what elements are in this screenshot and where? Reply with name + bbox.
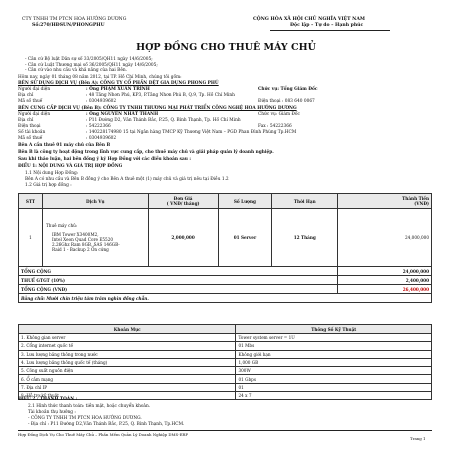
spec-table: [18, 324, 432, 400]
basis-line-2: - Căn cứ Luật Thương mại số 36/2005/QH11 ngày 14/6/2005;: [25, 62, 158, 68]
party-b-taxcode-label: Mã số thuế: [18, 136, 43, 141]
party-a-taxcode-label: Mã số thuế: [18, 99, 43, 104]
party-a-rep-title: Chức vụ: Tổng Giám Đốc: [258, 87, 318, 92]
row-amount: 24,000,000: [338, 209, 432, 267]
spec-value: Không giới hạn: [236, 350, 432, 358]
col-quantity: Số Lượng: [218, 194, 272, 209]
basis-line-3: - Căn cứ vào nhu cầu và khả năng của hai Bên.: [25, 68, 127, 73]
spec-item: 8. Hỗ trợ kỹ thuật: [19, 392, 236, 400]
total-value: 26,400,000: [338, 285, 432, 294]
table-row: [19, 350, 432, 358]
table-row: [19, 358, 432, 366]
footer-text: Hợp Đồng Dịch Vụ Cho Thuê Máy Chủ – Phần Mềm Quản Lý Doanh Nghiệp DMS-ERP: [18, 432, 188, 437]
table-row: [19, 367, 432, 375]
spec-value: 01 Gbps: [236, 375, 432, 383]
footer-rule: [18, 430, 432, 431]
page-number: Trang 1: [410, 436, 426, 441]
spec-value: 1,000 GB: [236, 358, 432, 366]
article-2-line-3: - CÔNG TY TNHH TM PTCN HOA HƯỚNG DƯƠNG.: [28, 416, 142, 421]
service-spec-1: IBM Tower X3400M2,: [51, 232, 99, 237]
party-b-taxcode-value: : 0304939602: [86, 136, 117, 141]
spec-value: Tower system server = 1U: [236, 334, 432, 342]
article-2-line-1: 2.1 Hình thức thanh toán: tiền mặt, hoặc chuyển khoản.: [28, 404, 151, 409]
party-a-address-label: Địa chỉ: [18, 93, 34, 98]
service-spec-2: Intel Xeon Quad Core E5520: [51, 237, 114, 242]
party-a-address-value: : 48 Tăng Nhơn Phú, KP3, P.Tăng Nhơn Phú B, Q.9, Tp. Hồ Chí Minh: [86, 93, 235, 98]
row-service: [42, 209, 148, 267]
spec-value: 01: [236, 383, 432, 391]
spec-value: 01 Mbs: [236, 342, 432, 350]
party-b-heading: BÊN CUNG CẤP DỊCH VỤ (Bên B): CÔNG TY TNHH THƯƠNG MẠI PHÁT TRIỂN CÔNG NGHỆ HOA HƯỚNG DƯƠNG: [18, 106, 297, 111]
col-service: Dịch Vụ: [42, 194, 148, 209]
service-title: Thuê máy chủ:: [45, 223, 78, 228]
col-stt: STT: [19, 194, 43, 209]
party-b-rep-title: Chức vụ: Giám Đốc: [258, 112, 300, 117]
vat-row: [19, 276, 432, 285]
total-label: TỔNG CỘNG (VNĐ): [19, 285, 338, 294]
party-b-address-label: Địa chỉ: [18, 118, 34, 123]
vat-label: THUẾ GTGT (10%): [19, 276, 338, 285]
subtotal-value: 24,000,000: [338, 267, 432, 276]
party-a-taxcode-value: : 0304939602: [86, 99, 117, 104]
motto-underline: [270, 30, 390, 31]
row-unit-price: 2,000,000: [148, 209, 218, 267]
row-term: 12 Tháng: [272, 209, 338, 267]
intro-line-2: Bên B là công ty hoạt động trong lĩnh vực cung cấp, cho thuê máy chủ và giải pháp quản lý doanh nghiệp.: [18, 150, 274, 155]
intro-line-1: Bên A cần thuê 01 máy chủ của Bên B: [18, 143, 111, 148]
nation-name: CỘNG HÒA XÃ HỘI CHỦ NGHĨA VIỆT NAM: [253, 17, 365, 22]
article-1-line-3: 1.2 Giá trị hợp đồng :: [25, 183, 72, 188]
subtotal-row: [19, 267, 432, 276]
price-table: [18, 193, 432, 303]
total-row: [19, 285, 432, 294]
spec-item: 5. Công suất nguồn điện: [19, 367, 236, 375]
table-row: [19, 209, 432, 267]
table-row: [19, 334, 432, 342]
spec-item: 4. Lưu lượng băng thông quốc tế (tháng): [19, 358, 236, 366]
spec-item: 3. Lưu lượng băng thông trong nước: [19, 350, 236, 358]
document-number: Số:270/HĐSUN/PHONGPHU: [32, 23, 105, 28]
party-a-heading: BÊN SỬ DỤNG DỊCH VỤ (Bên A): CÔNG TY CỔ PHẦN DỆT GIA DỤNG PHONG PHÚ: [18, 81, 219, 86]
party-b-address-value: : P11 Đường D2, Văn Thánh Bắc, P.25, Q. Bình Thạnh, Tp. Hồ Chí Minh: [86, 118, 241, 123]
subtotal-label: TỔNG CỘNG: [19, 267, 338, 276]
vat-value: 2,400,000: [338, 276, 432, 285]
table-row: [19, 383, 432, 391]
spec-item: 1. Không gian server: [19, 334, 236, 342]
basis-line-1: - Căn cứ Bộ luật Dân sự số 33/2005/QH11 ngày 14/6/2005;: [25, 57, 153, 62]
spec-table-header: [19, 325, 432, 334]
article-1-heading: ĐIỀU 1: NỘI DUNG VÀ GIÁ TRỊ HỢP ĐỒNG: [18, 164, 123, 169]
party-b-phone-label: Điện thoại: [18, 124, 41, 129]
spec-item: 6. Ổ cắm mạng: [19, 375, 236, 383]
party-b-rep-value: : Ông NGUYỄN NHẤT THANH: [86, 112, 159, 117]
amount-in-words-row: [19, 294, 432, 303]
today-line: Hôm nay, ngày 01 tháng 08 năm 2012, tại TP. Hồ Chí Minh, chúng tôi gồm:: [18, 74, 182, 80]
party-b-account-value: : 140228174980 15 tại Ngân hàng TMCP Kỹ Thương Việt Nam – PGD Phan Đình Phùng Tp.HCM: [86, 130, 297, 135]
party-a-rep-value: : Ông PHẠM XUÂN TRÌNH: [86, 87, 150, 92]
article-1-line-2: Bên A có nhu cầu và Bên B đồng ý cho Bên A thuê một (1) máy chủ và giá trị nêu tại Điều 1.2: [25, 177, 229, 182]
row-stt: 1: [19, 209, 43, 267]
nation-motto: Độc lập – Tự do – Hạnh phúc: [290, 23, 364, 28]
spec-col-value: Thông Số Kỹ Thuật: [236, 325, 432, 334]
intro-line-3: Sau khi thảo luận, hai bên đồng ý ký Hợp Đồng với các điều khoản sau :: [18, 157, 191, 162]
col-amount: Thành Tiền (VNĐ): [338, 194, 432, 209]
spec-col-item: Khoản Mục: [19, 325, 236, 334]
party-b-rep-label: Người đại diện: [18, 112, 51, 117]
article-2-line-2: Tài khoản thụ hưởng :: [28, 410, 76, 415]
table-row: [19, 342, 432, 350]
spec-value: 24 x 7: [236, 392, 432, 400]
party-b-phone-value: : 54222366: [86, 124, 111, 129]
amount-in-words: Bằng chữ: Mười chín triệu tám trăm nghìn đồng chẵn.: [19, 294, 432, 303]
spec-item: 7. Địa chỉ IP: [19, 383, 236, 391]
spec-value: 300W: [236, 367, 432, 375]
article-1-line-1: 1.1 Nội dung Hợp Đồng:: [25, 171, 79, 176]
col-unit-price: Đơn Giá ( VNĐ/ tháng): [148, 194, 218, 209]
party-b-account-label: Số tài khoản: [18, 130, 46, 135]
party-a-phone: Điện thoại : 083 640 0067: [258, 99, 315, 104]
service-spec-4: Raid 1 - Backup 2 Ổn cứng: [51, 247, 109, 252]
service-spec-3: 2.26Ghz Ram 8GB, SAS 146GB-: [51, 242, 120, 247]
table-row: [19, 375, 432, 383]
party-b-fax: Fax : 54222366: [258, 124, 292, 129]
table-row: [19, 392, 432, 400]
col-term: Thời Hạn: [272, 194, 338, 209]
article-2-line-4: - Địa chỉ : P11 Đường D2,Văn Thánh Bắc, P.25, Q. Bình Thạnh, Tp.HCM.: [28, 422, 185, 427]
price-table-header: [19, 194, 432, 209]
spec-item: 2. Cổng internet quốc tế: [19, 342, 236, 350]
company-name-left: CTY TNHH TM PTCN HOA HƯỚNG DƯƠNG: [22, 17, 127, 22]
party-a-rep-label: Người đại diện: [18, 87, 51, 92]
contract-title: HỢP ĐỒNG CHO THUÊ MÁY CHỦ: [136, 42, 316, 53]
article-2-heading: ĐIỀU 2 : THANH TOÁN :: [18, 397, 78, 402]
row-quantity: 01 Server: [218, 209, 272, 267]
